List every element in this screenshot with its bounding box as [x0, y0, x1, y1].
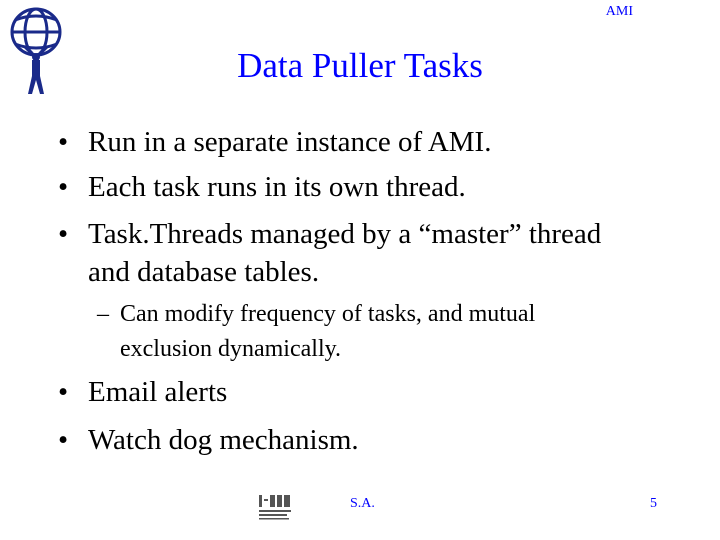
- bullet-marker: •: [58, 424, 69, 456]
- bullet-marker: •: [58, 126, 69, 158]
- bullet-text: Email alerts: [88, 376, 228, 408]
- bullet-marker: •: [58, 218, 69, 250]
- slide-title: Data Puller Tasks: [237, 46, 483, 85]
- page-number: 5: [650, 496, 657, 511]
- bullet-text: Run in a separate instance of AMI.: [88, 126, 492, 158]
- bullet-text-line-1: Task.Threads managed by a “master” thread: [88, 218, 602, 250]
- bullet-text: Watch dog mechanism.: [88, 424, 359, 456]
- bullet-marker: •: [58, 376, 69, 408]
- sub-bullet-marker: –: [97, 301, 109, 327]
- footer-author: S.A.: [350, 496, 375, 511]
- sub-bullet-text-line-2: exclusion dynamically.: [120, 336, 342, 362]
- header-tag: AMI: [605, 4, 633, 19]
- bullet-text: Each task runs in its own thread.: [88, 171, 466, 203]
- bullet-marker: •: [58, 171, 69, 203]
- sub-bullet-text-line-1: Can modify frequency of tasks, and mutual: [120, 301, 536, 327]
- footer-logo-icon: [257, 493, 295, 521]
- bullet-text-line-2: and database tables.: [88, 256, 320, 288]
